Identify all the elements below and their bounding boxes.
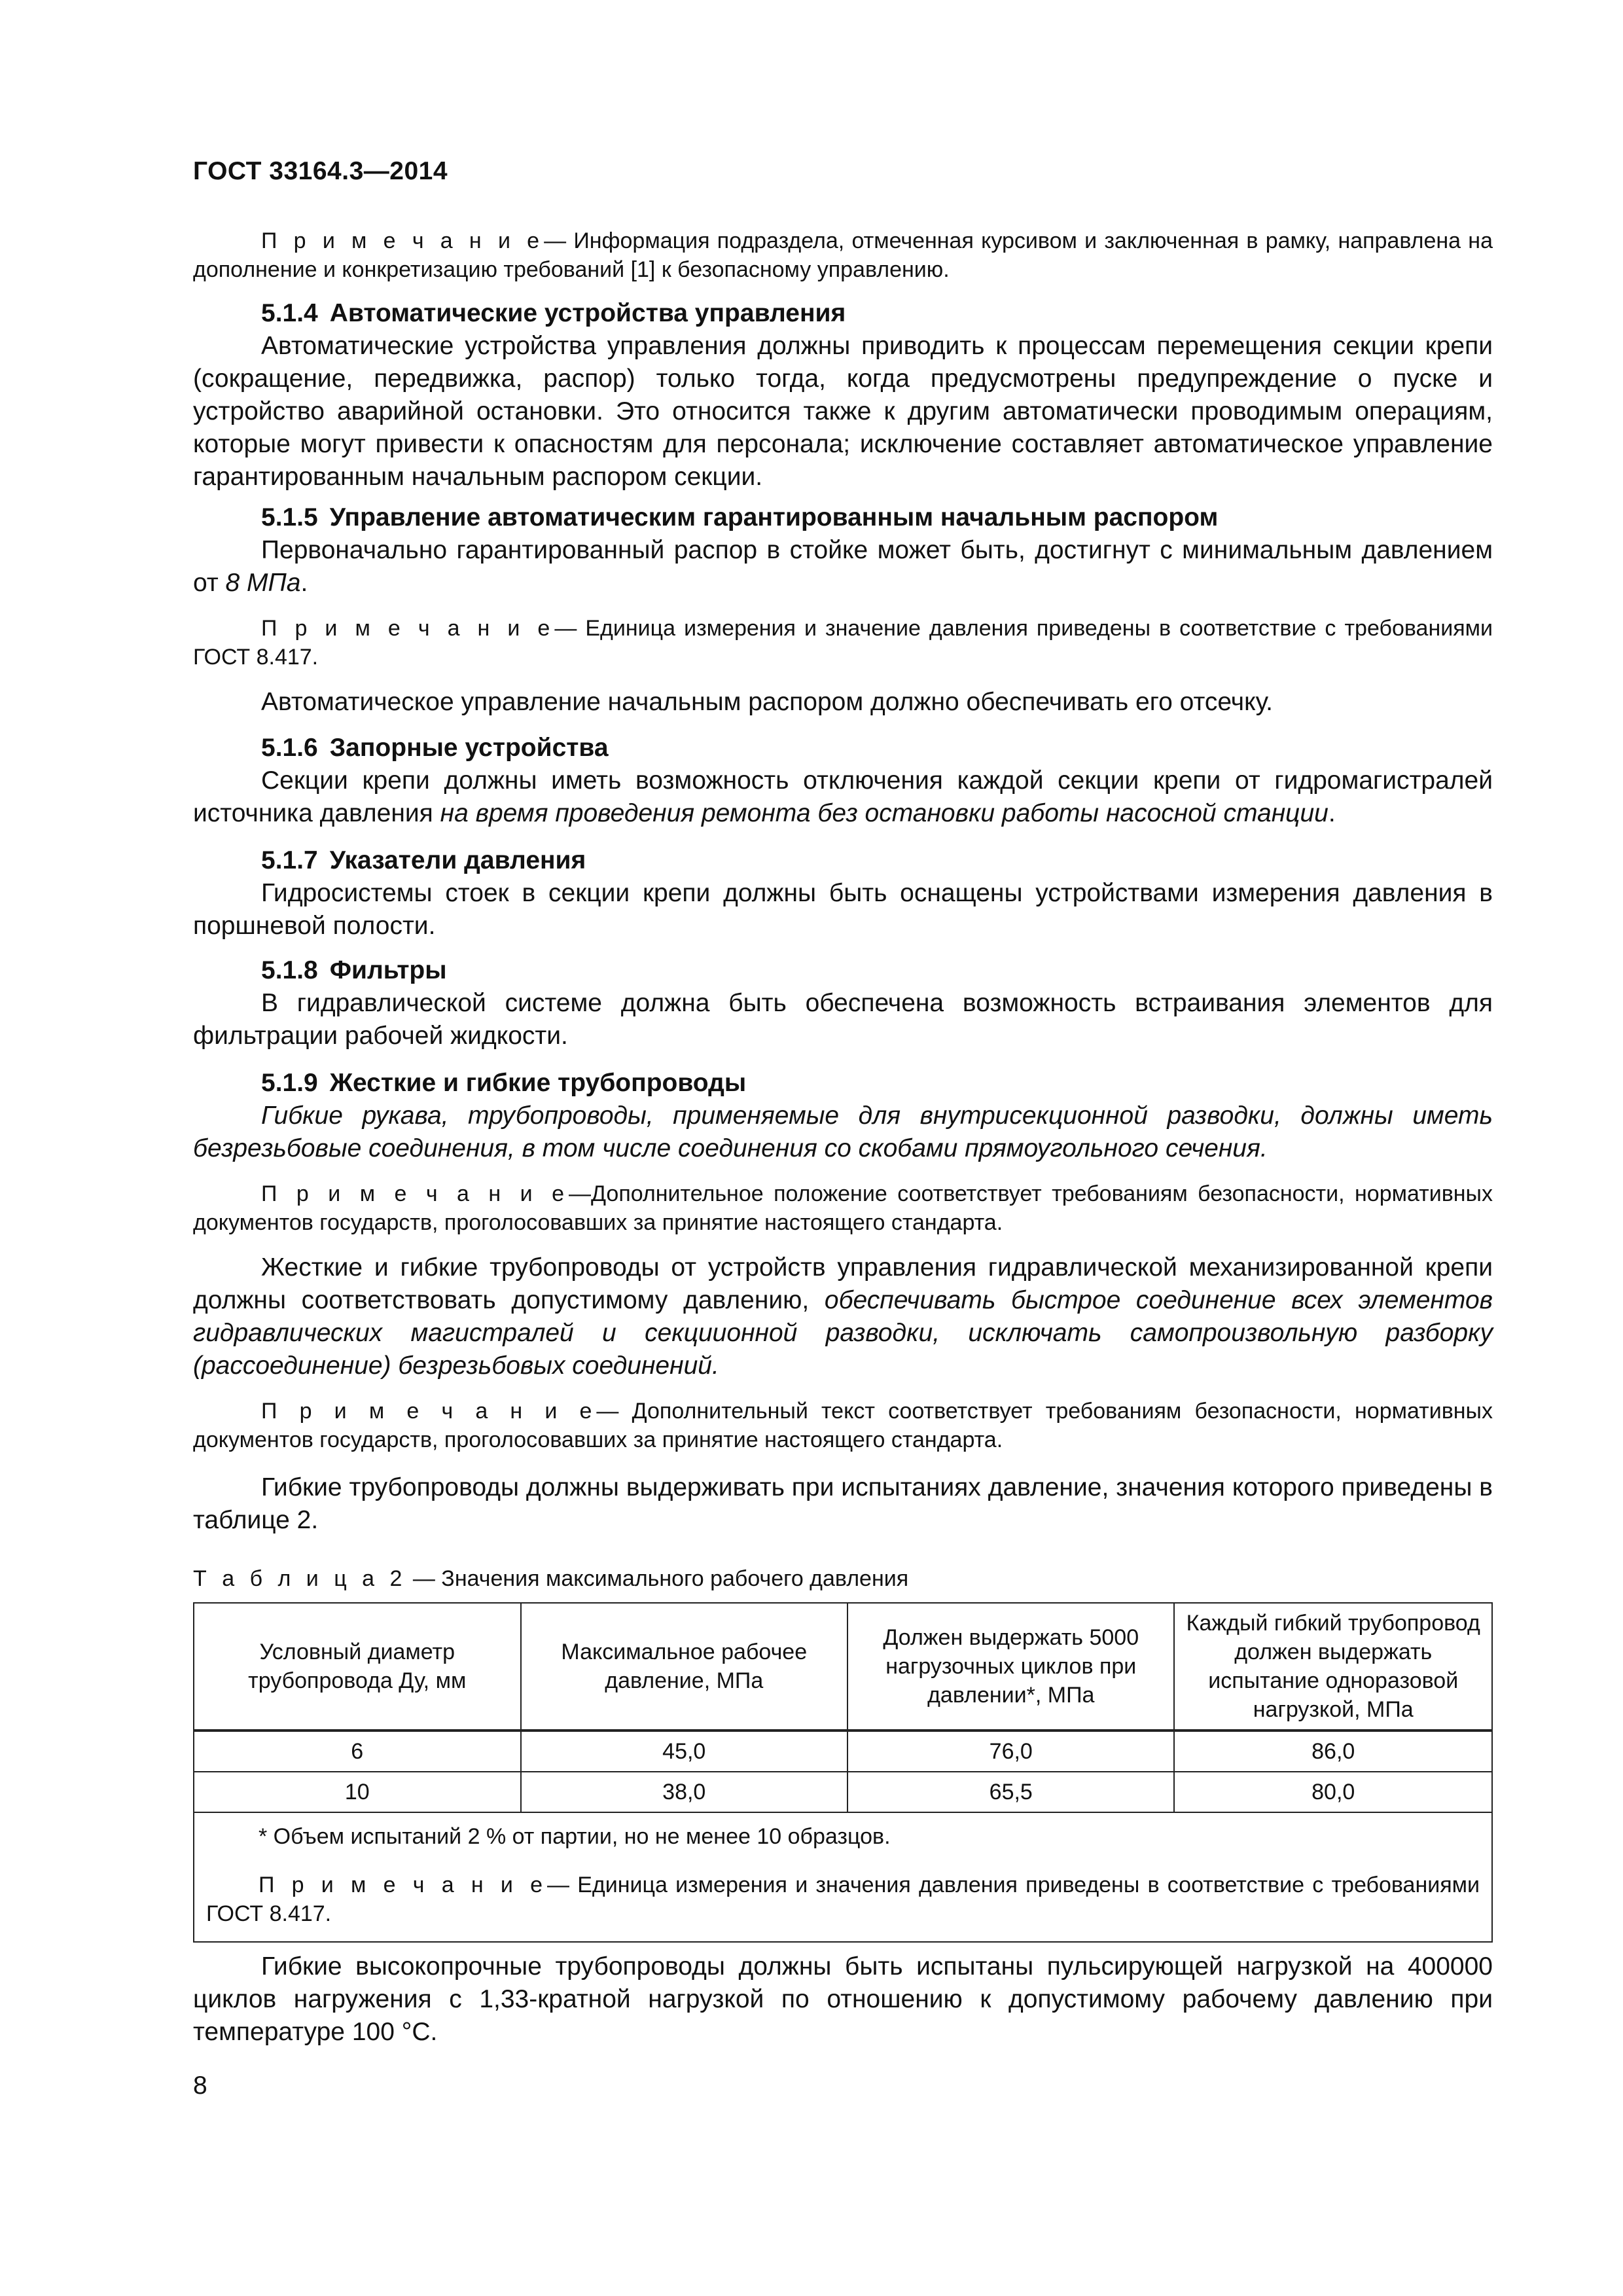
table-cell: 86,0 [1174,1731,1492,1772]
page-number: 8 [193,2072,207,2100]
intro-note-text: — Информация подраздела, отмеченная курсивом и заключенная в рамку, направлена на дополнение и конкретизацию требований [1] к безопасному управлению. [193,228,1493,282]
section-5-1-5 [193,501,1493,719]
section-5-1-6 [193,732,1493,830]
table-cell: 65,5 [847,1772,1174,1812]
table-cell: 80,0 [1174,1772,1492,1812]
table-footer-row [194,1812,1492,1942]
section-heading: 5.1.8 Фильтры [261,956,447,984]
table-note: П р и м е ч а н и е— Единица измерения и значения давления приведены в соответствие с требованиями ГОСТ 8.417. [206,1873,1480,1926]
paragraph: Гибкие трубопроводы должны выдерживать при испытаниях давление, значения которого приведены в таблице 2. [193,1473,1493,1534]
paragraph: Первоначально гарантированный распор в стойке может быть, достигнут с минимальным давлением от 8 МПа. [193,536,1493,597]
table-cell: 76,0 [847,1731,1174,1772]
column-header: Условный диаметр трубопровода Ду, мм [194,1603,521,1731]
note-label: П р и м е ч а н и е [259,1873,547,1897]
note-label: П р и м е ч а н и е [261,228,544,253]
table-cell: 45,0 [521,1731,848,1772]
table-cell: 38,0 [521,1772,848,1812]
column-header: Должен выдержать 5000 нагрузочных циклов при давлении*, МПа [847,1603,1174,1731]
section-heading: 5.1.4 Автоматические устройства управления [261,299,846,327]
paragraph: Гидросистемы стоек в секции крепи должны быть оснащены устройствами измерения давления в поршневой полости. [193,879,1493,940]
section-heading: 5.1.9 Жесткие и гибкие трубопроводы [261,1069,747,1097]
paragraph: Гибкие высокопрочные трубопроводы должны быть испытаны пульсирующей нагрузкой на 400000 циклов нагружения с 1,33-кратной нагрузкой по отношению к допустимому рабочему давлению при температуре 100 °С. [193,1952,1493,2046]
table-caption: Т а б л и ц а 2 — Значения максимального рабочего давления [193,1566,909,1591]
paragraph: Жесткие и гибкие трубопроводы от устройств управления гидравлической механизированной крепи должны соответствовать допустимому давлению, обеспечивать быстрое соединение всех элементов гидравлических магистралей и секциионной разводки, исключать самопроизвольную разборку (рассоединение) безрезьбовых соединений. [193,1253,1493,1380]
table-cell: 6 [194,1731,521,1772]
pressure-table [193,1602,1493,1943]
section-heading: 5.1.7 Указатели давления [261,846,586,874]
section-5-1-8 [193,954,1493,1052]
intro-note [193,226,1493,284]
table-row [194,1731,1492,1772]
final-paragraph-block [193,1950,1493,2049]
paragraph: Секции крепи должны иметь возможность отключения каждой секции крепи от гидромагистралей источника давления на время проведения ремонта без остановки работы насосной станции. [193,766,1493,827]
italic-paragraph: Гибкие рукава, трубопроводы, применяемые для внутрисекционной разводки, должны иметь безрезьбовые соединения, в том числе соединения со скобами прямоугольного сечения. [193,1102,1493,1162]
section-heading: 5.1.6 Запорные устройства [261,734,609,762]
note: П р и м е ч а н и е— Единица измерения и значение давления приведены в соответствие с требованиями ГОСТ 8.417. [193,616,1493,670]
note: П р и м е ч а н и е—Дополнительное положение соответствует требованиям безопасности, нормативных документов государств, проголосовавших за принятие настоящего стандарта. [193,1181,1493,1235]
column-header: Максимальное рабочее давление, МПа [521,1603,848,1731]
note: П р и м е ч а н и е— Дополнительный текст соответствует требованиям безопасности, нормативных документов государств, проголосовавших за принятие настоящего стандарта. [193,1399,1493,1452]
note-label: П р и м е ч а н и е [261,1399,597,1424]
paragraph: В гидравлической системе должна быть обеспечена возможность встраивания элементов для фильтрации рабочей жидкости. [193,989,1493,1050]
table-footer [194,1812,1492,1942]
paragraph: Автоматические устройства управления должны приводить к процессам перемещения секции крепи (сокращение, передвижка, распор) только тогда, когда предусмотрены предупреждение о пуске и устройство аварийной остановки. Это относится также к другим автоматически проводимым операциям, которые могут привести к опасностям для персонала; исключение составляет автоматическое управление гарантированным начальным распором секции. [193,332,1493,491]
section-5-1-7 [193,844,1493,942]
note-label: П р и м е ч а н и е [261,616,555,641]
table-cell: 10 [194,1772,521,1812]
note-label: П р и м е ч а н и е [261,1181,569,1206]
paragraph: Автоматическое управление начальным распором должно обеспечивать его отсечку. [261,688,1274,716]
document-header: ГОСТ 33164.3—2014 [193,157,448,185]
column-header: Каждый гибкий трубопровод должен выдержать испытание одноразовой нагрузкой, МПа [1174,1603,1492,1731]
table-row [194,1772,1492,1812]
section-5-1-4 [193,297,1493,493]
section-5-1-9 [193,1067,1493,1537]
section-heading: 5.1.5 Управление автоматическим гарантированным начальным распором [261,503,1219,531]
table-header-row [194,1603,1492,1731]
table-footnote: * Объем испытаний 2 % от партии, но не менее 10 образцов. [259,1824,891,1849]
